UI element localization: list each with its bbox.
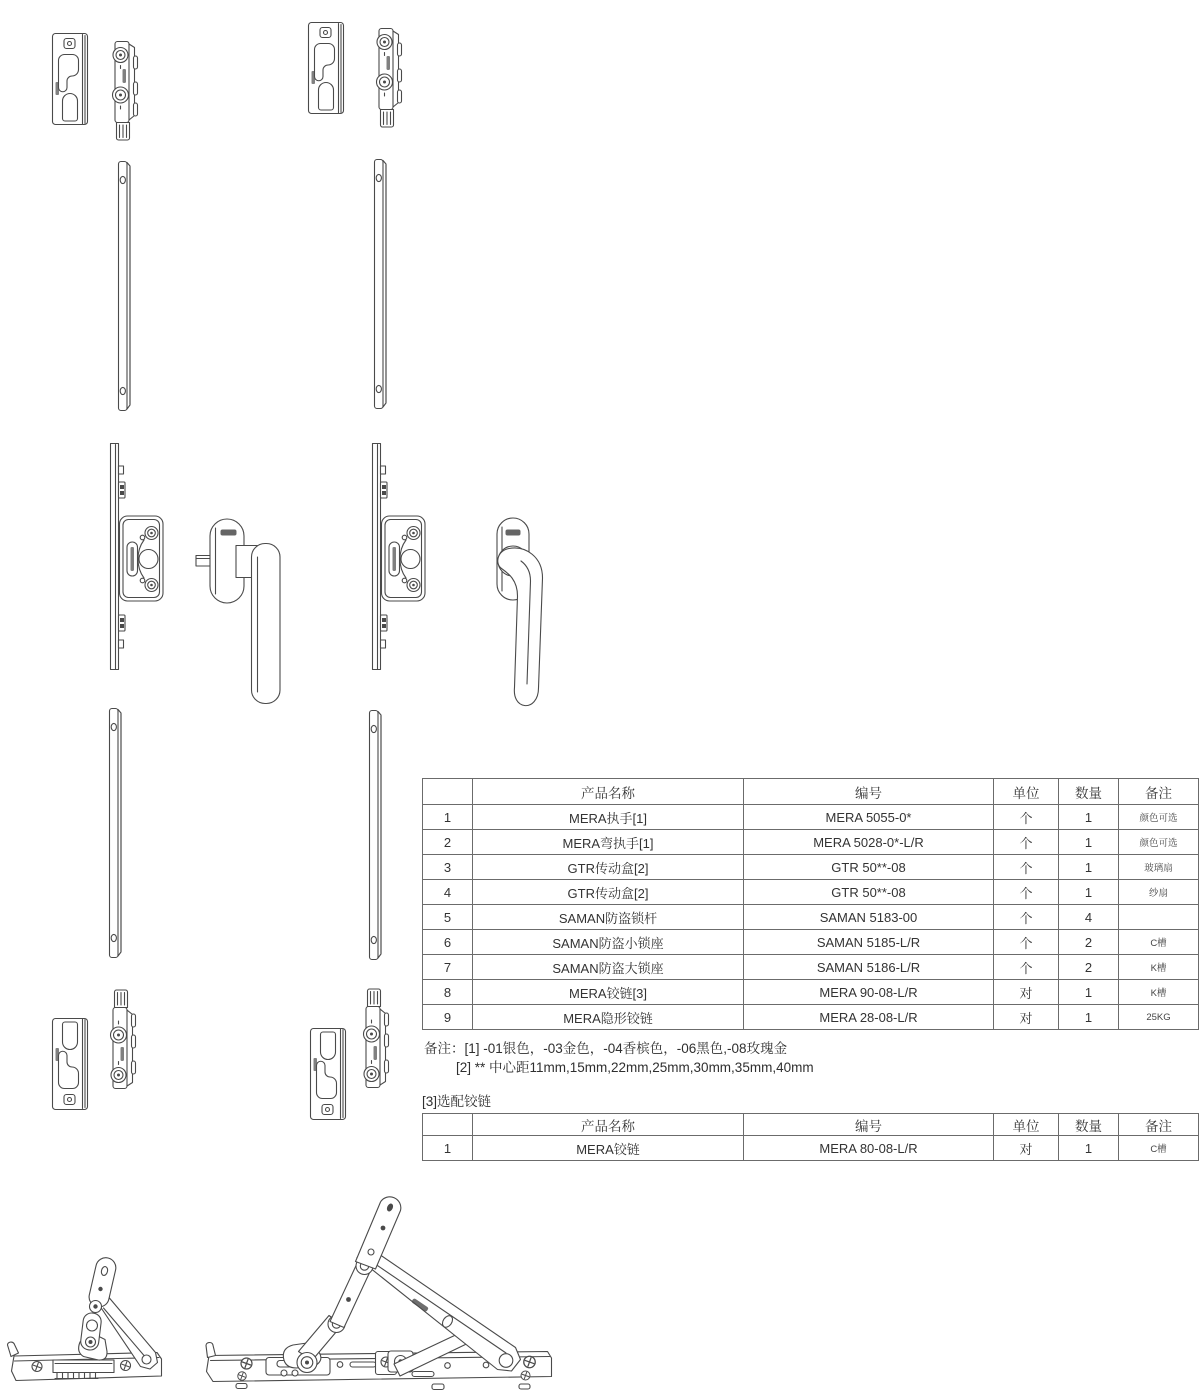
col-header-name: 产品名称 (473, 779, 744, 805)
lock-rod-2 (375, 160, 387, 409)
col-header-index (423, 779, 473, 805)
cell-name: MERA弯执手[1] (473, 830, 744, 855)
cell-qty: 2 (1059, 955, 1119, 980)
cell-no: 5 (423, 905, 473, 930)
cell-no: 1 (423, 805, 473, 830)
cell-remark: 25KG (1119, 1005, 1199, 1030)
cell-name: SAMAN防盗大锁座 (473, 955, 744, 980)
cell-unit: 个 (994, 955, 1059, 980)
lock-block-small-bottom (111, 990, 136, 1089)
table-row (423, 880, 1199, 905)
cell-name: MERA执手[1] (473, 805, 744, 830)
keeper-plate-small-bottom (53, 1019, 88, 1110)
cell-code: MERA 5028-0*-L/R (744, 830, 994, 855)
cell-code: MERA 80-08-L/R (744, 1136, 994, 1161)
cell-qty: 1 (1059, 855, 1119, 880)
remark-colors-note: 备注：[1] -01银色，-03金色，-04香槟色，-06黑色,-08玫瑰金 (424, 1041, 788, 1056)
cell-qty: 1 (1059, 980, 1119, 1005)
cell-remark: C槽 (1119, 930, 1199, 955)
cell-code: GTR 50**-08 (744, 855, 994, 880)
col-header-code: 编号 (744, 1114, 994, 1136)
table-row (423, 1136, 1199, 1161)
col-header-qty: 数量 (1059, 1114, 1119, 1136)
cell-remark: C槽 (1119, 1136, 1199, 1161)
cell-unit: 个 (994, 805, 1059, 830)
cell-unit: 个 (994, 830, 1059, 855)
lock-block-small-top (113, 42, 138, 141)
cell-qty: 2 (1059, 930, 1119, 955)
cell-name: SAMAN防盗锁杆 (473, 905, 744, 930)
cell-unit: 对 (994, 1136, 1059, 1161)
cell-unit: 个 (994, 930, 1059, 955)
handle-straight-drawing (196, 519, 280, 704)
gearbox-screen-sash (373, 444, 426, 670)
cell-unit: 对 (994, 1005, 1059, 1030)
col-header-name: 产品名称 (473, 1114, 744, 1136)
cell-no: 6 (423, 930, 473, 955)
cell-code: MERA 90-08-L/R (744, 980, 994, 1005)
cell-name: MERA铰链 (473, 1136, 744, 1161)
cell-remark: 纱扇 (1119, 880, 1199, 905)
hinge-small-drawing (8, 1256, 162, 1381)
col-header-unit: 单位 (994, 1114, 1059, 1136)
cell-name: GTR传动盒[2] (473, 855, 744, 880)
cell-name: GTR传动盒[2] (473, 880, 744, 905)
cell-code: SAMAN 5186-L/R (744, 955, 994, 980)
cell-unit: 对 (994, 980, 1059, 1005)
col-header-remark: 备注 (1119, 779, 1199, 805)
table-row (423, 930, 1199, 955)
cell-code: MERA 28-08-L/R (744, 1005, 994, 1030)
cell-no: 2 (423, 830, 473, 855)
col-header-qty: 数量 (1059, 779, 1119, 805)
gearbox-glass-sash (111, 444, 164, 670)
table-row (423, 805, 1199, 830)
cell-remark: K槽 (1119, 980, 1199, 1005)
optional-table-header-row (423, 1114, 1199, 1136)
cell-no: 7 (423, 955, 473, 980)
cell-no: 1 (423, 1136, 473, 1161)
cell-code: MERA 5055-0* (744, 805, 994, 830)
handle-bent-drawing (497, 518, 543, 706)
cell-name: SAMAN防盗小锁座 (473, 930, 744, 955)
cell-remark: 颜色可选 (1119, 805, 1199, 830)
lock-block-large-top (377, 29, 402, 128)
cell-no: 8 (423, 980, 473, 1005)
cell-qty: 1 (1059, 1005, 1119, 1030)
table-row (423, 905, 1199, 930)
cell-unit: 个 (994, 880, 1059, 905)
cell-code: SAMAN 5185-L/R (744, 930, 994, 955)
keeper-plate-small-top (53, 34, 88, 125)
remark-center-distance-note: [2] ** 中心距11mm,15mm,22mm,25mm,30mm,35mm,40mm (456, 1060, 814, 1075)
table-row (423, 955, 1199, 980)
col-header-index (423, 1114, 473, 1136)
cell-qty: 1 (1059, 830, 1119, 855)
cell-no: 4 (423, 880, 473, 905)
cell-remark (1119, 905, 1199, 930)
keeper-plate-large-top (309, 23, 344, 114)
table-row (423, 830, 1199, 855)
cell-unit: 个 (994, 905, 1059, 930)
cell-qty: 1 (1059, 1136, 1119, 1161)
parts-table-header-row (423, 779, 1199, 805)
cell-code: SAMAN 5183-00 (744, 905, 994, 930)
cell-qty: 1 (1059, 880, 1119, 905)
parts-table (422, 778, 1199, 1030)
cell-remark: 玻璃扇 (1119, 855, 1199, 880)
cell-no: 9 (423, 1005, 473, 1030)
lock-rod-3 (110, 709, 122, 958)
cell-name: MERA铰链[3] (473, 980, 744, 1005)
keeper-plate-large-bottom (311, 1029, 346, 1120)
cell-name: MERA隐形铰链 (473, 1005, 744, 1030)
table-row (423, 980, 1199, 1005)
col-header-unit: 单位 (994, 779, 1059, 805)
optional-hinge-title: [3]选配铰链 (422, 1094, 492, 1109)
cell-qty: 4 (1059, 905, 1119, 930)
lock-rod-4 (370, 711, 382, 960)
optional-hinge-table (422, 1113, 1199, 1161)
cell-remark: 颜色可选 (1119, 830, 1199, 855)
table-row (423, 1005, 1199, 1030)
col-header-remark: 备注 (1119, 1114, 1199, 1136)
table-row (423, 855, 1199, 880)
cell-unit: 个 (994, 855, 1059, 880)
cell-remark: K槽 (1119, 955, 1199, 980)
cell-no: 3 (423, 855, 473, 880)
cell-qty: 1 (1059, 805, 1119, 830)
cell-code: GTR 50**-08 (744, 880, 994, 905)
lock-block-large-bottom (364, 989, 389, 1088)
hinge-large-drawing (206, 1197, 552, 1390)
col-header-code: 编号 (744, 779, 994, 805)
lock-rod-1 (119, 162, 131, 411)
